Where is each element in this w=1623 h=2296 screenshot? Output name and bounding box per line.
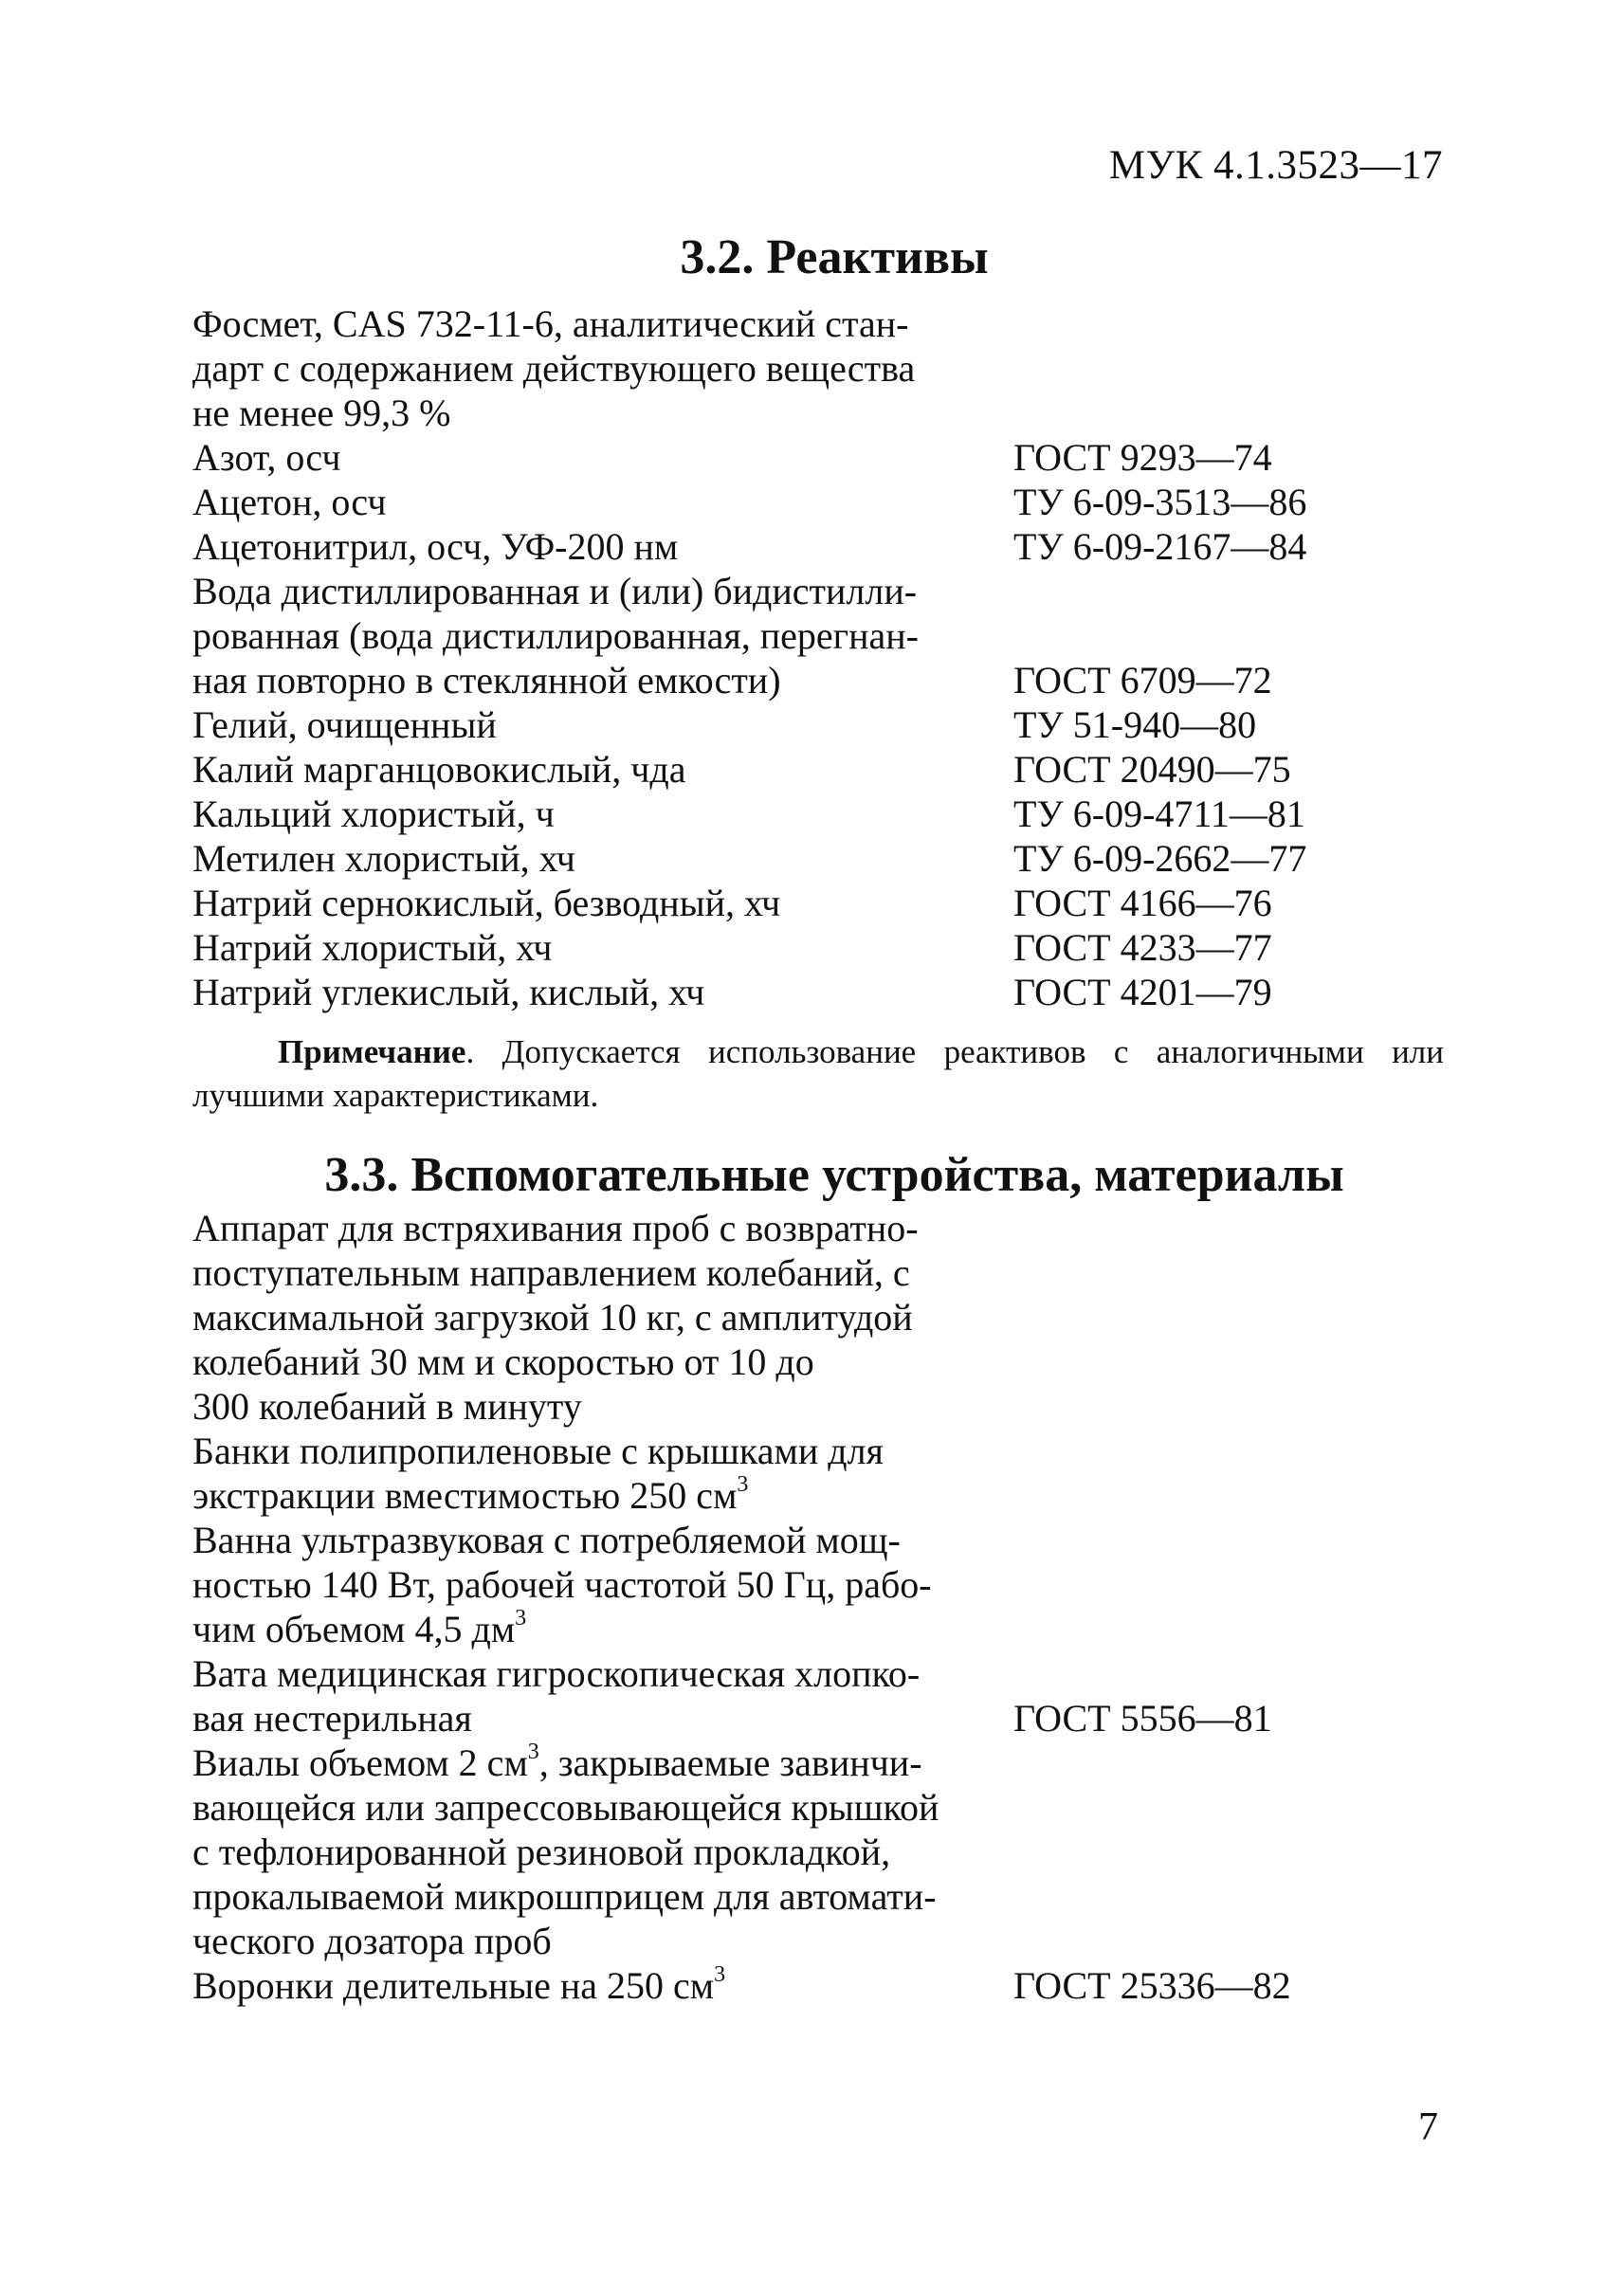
reagent-item-standard: ГОСТ 9293—74 [1013,436,1272,479]
aux-device-item-standard: ГОСТ 25336—82 [1013,1964,1291,2007]
aux-device-item-name [192,1651,989,1740]
aux-device-item-name [192,1963,989,2008]
reagent-item [192,524,1453,569]
reagent-item-standard: ГОСТ 6709—72 [1013,659,1272,702]
note-text: . Допускается использование реактивов с аналогичными или лучшими характеристиками. [192,1033,1444,1114]
reagent-item [192,702,1453,747]
reagent-item [192,569,1453,702]
item-line: рованная (вода дистиллированная, перегнан- [192,614,919,657]
item-line: Метилен хлористый, хч [192,837,575,880]
reagent-item [192,970,1453,1014]
superscript: 3 [527,1740,539,1764]
reagent-item-name [192,301,989,435]
reagent-item-standard: ТУ 6-09-3513—86 [1013,481,1307,523]
reagent-item [192,480,1453,524]
item-line: ная повторно в стеклянной емкости) [192,659,781,702]
item-line: 300 колебаний в минуту [192,1385,582,1428]
item-line: Натрий углекислый, кислый, хч [192,971,705,1013]
reagent-item-standard: ГОСТ 4233—77 [1013,926,1272,969]
item-line: ческого дозатора проб [192,1920,552,1962]
aux-device-item-name [192,1518,989,1651]
note-label: Примечание [278,1033,466,1070]
reagent-item [192,792,1453,836]
aux-device-item [192,1963,1453,2008]
aux-device-item-name [192,1740,989,1963]
reagent-item-name [192,836,989,881]
item-line: Ванна ультразвуковая с потребляемой мощ- [192,1519,901,1561]
aux-device-item-name [192,1429,989,1518]
reagent-item [192,881,1453,925]
superscript: 3 [737,1472,749,1497]
reagent-item-name [192,524,989,569]
aux-devices-list [192,1206,1453,2008]
aux-device-item [192,1206,1453,1429]
item-line: Натрий сернокислый, безводный, хч [192,882,781,924]
item-line: колебаний 30 мм и скоростью от 10 до [192,1340,814,1383]
aux-device-item-name [192,1206,989,1429]
reagent-item [192,435,1453,480]
note [192,1030,1444,1118]
item-line: Натрий хлористый, хч [192,926,553,969]
reagent-item [192,836,1453,881]
item-line: экстракции вместимостью 250 $см^3$ [192,1472,749,1517]
reagent-item-name [192,925,989,970]
reagent-item-name [192,747,989,792]
reagent-item-name [192,569,989,702]
item-line: Ацетон, осч [192,481,387,523]
item-line: чим объемом 4,5 $дм^3$ [192,1606,527,1650]
reagents-list [192,301,1453,1014]
reagent-item-name [192,881,989,925]
item-line: Фосмет, CAS 732-11-6, аналитический стан- [192,302,909,345]
item-line: не менее 99,3 % [192,392,451,434]
item-line: поступательным направлением колебаний, с [192,1251,910,1294]
aux-device-item [192,1429,1453,1518]
item-line: Вата медицинская гигроскопическая хлопко- [192,1652,921,1695]
item-line: с тефлонированной резиновой прокладкой, [192,1831,891,1873]
reagent-item-name [192,970,989,1014]
item-line: Виалы объемом 2 $см^3$, закрываемые завинчи- [192,1740,922,1784]
reagent-item-name [192,792,989,836]
superscript: 3 [714,1962,726,1987]
item-line: Аппарат для встряхивания проб с возвратно- [192,1207,919,1249]
reagent-item-name [192,480,989,524]
section-title-reagents: 3.2. Реактивы [680,230,989,284]
item-line: Кальций хлористый, ч [192,793,555,835]
superscript: 3 [515,1606,527,1631]
item-line: Банки полипропиленовые с крышками для [192,1430,884,1472]
section-title-aux-devices: 3.3. Вспомогательные устройства, материалы [324,1148,1344,1202]
item-line: Воронки делительные на 250 $см^3$ [192,1962,726,2007]
running-header: МУК 4.1.3523—17 [1108,143,1443,188]
item-line: прокалываемой микрошприцем для автомати- [192,1875,937,1918]
item-line: максимальной загрузкой 10 кг, с амплитудой [192,1296,913,1339]
item-line: дарт с содержанием действующего вещества [192,347,916,390]
item-line: ностью 140 Вт, рабочей частотой 50 Гц, рабо- [192,1563,932,1606]
reagent-item-standard: ГОСТ 4166—76 [1013,882,1272,924]
item-line: вая нестерильная [192,1697,472,1740]
item-line: Вода дистиллированная и (или) бидистилли- [192,570,918,612]
reagent-item-name [192,435,989,480]
reagent-item-standard: ТУ 51-940—80 [1013,703,1257,746]
reagent-item-standard: ТУ 6-09-2167—84 [1013,525,1307,568]
item-line: вающейся или запрессовывающейся крышкой [192,1786,939,1829]
item-line: Гелий, очищенный [192,703,497,746]
reagent-item-standard: ГОСТ 20490—75 [1013,748,1291,791]
reagent-item-standard: ГОСТ 4201—79 [1013,971,1272,1013]
reagent-item-name [192,702,989,747]
page-number: 7 [1418,2105,1438,2149]
aux-device-item-standard: ГОСТ 5556—81 [1013,1697,1272,1740]
reagent-item-standard: ТУ 6-09-2662—77 [1013,837,1307,880]
aux-device-item [192,1651,1453,1740]
reagent-item-standard: ТУ 6-09-4711—81 [1013,793,1305,835]
aux-device-item [192,1518,1453,1651]
item-line: Ацетонитрил, осч, УФ-200 нм [192,525,679,568]
reagent-item [192,925,1453,970]
item-line: Азот, осч [192,436,341,479]
aux-device-item [192,1740,1453,1963]
reagent-item [192,747,1453,792]
reagent-item [192,301,1453,435]
item-line: Калий марганцовокислый, чда [192,748,686,791]
